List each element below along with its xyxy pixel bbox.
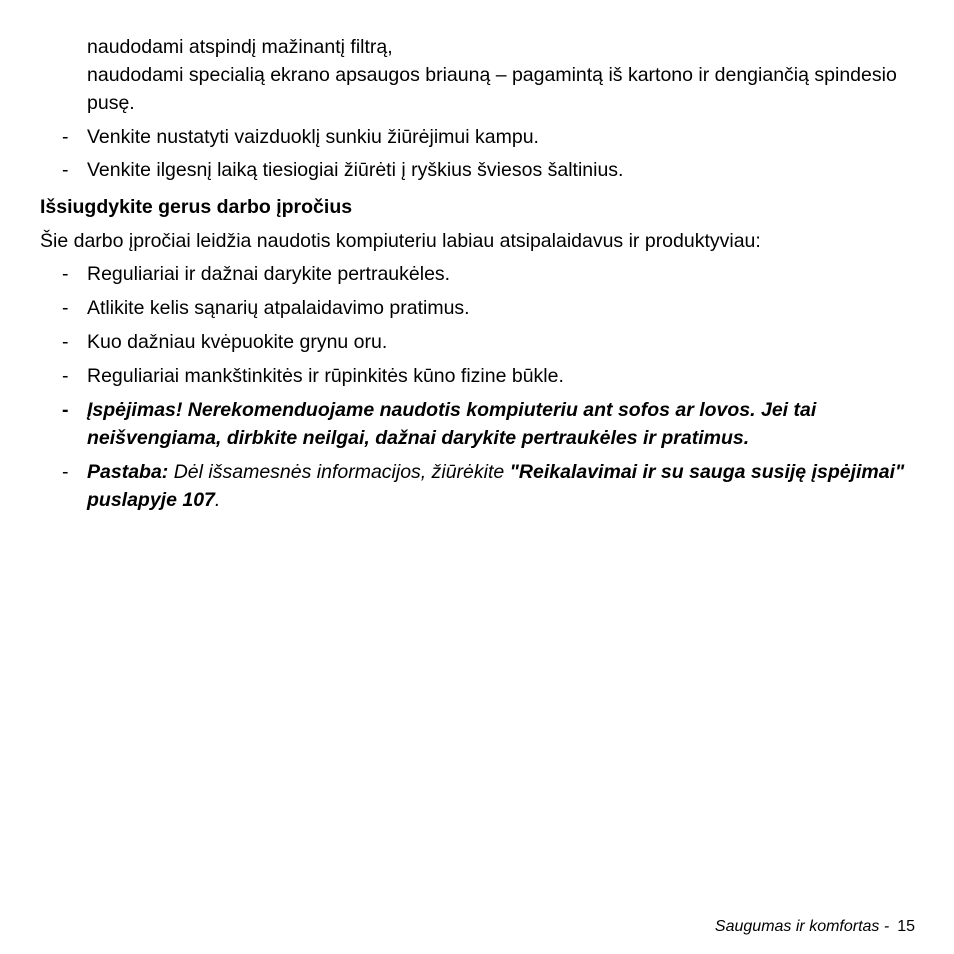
list-dash: - — [62, 159, 69, 181]
warning-item — [40, 396, 930, 452]
list-item — [40, 156, 930, 184]
continuation-line-2: naudodami specialią ekrano apsaugos briauną – pagamintą iš kartono ir dengiančią spindesio pusę. — [87, 64, 897, 114]
list-item-text: Atlikite kelis sąnarių atpalaidavimo pratimus. — [87, 297, 470, 319]
list-item — [40, 294, 930, 322]
list-dash: - — [62, 126, 69, 148]
footer-section-title: Saugumas ir komfortas - — [714, 918, 890, 935]
list-item-text: Venkite ilgesnį laiką tiesiogiai žiūrėti į ryškius šviesos šaltinius. — [87, 159, 624, 181]
list-item-text: Venkite nustatyti vaizduoklį sunkiu žiūrėjimui kampu. — [87, 126, 539, 148]
section-heading: Išsiugdykite gerus darbo įpročius — [40, 196, 353, 218]
note-body: Dėl išsamesnės informacijos, žiūrėkite — [168, 461, 510, 483]
note-label: Pastaba: — [87, 461, 169, 483]
note-end: . — [214, 489, 221, 511]
warning-text: Įspėjimas! Nerekomenduojame naudotis kompiuteriu ant sofos ar lovos. Jei tai neišvengiama, dirbkite neilgai, dažnai darykite pertraukėles ir pratimus. — [87, 399, 817, 449]
section-intro: Šie darbo įpročiai leidžia naudotis kompiuteriu labiau atsipalaidavus ir produktyviau: — [40, 230, 761, 252]
note-item — [40, 458, 930, 514]
list-item-text: Reguliariai ir dažnai darykite pertraukėles. — [87, 263, 451, 285]
list-dash: - — [62, 365, 69, 387]
list-item-text: Kuo dažniau kvėpuokite grynu oru. — [87, 331, 388, 353]
list-dash: - — [62, 297, 69, 319]
list-item-text: Reguliariai mankštinkitės ir rūpinkitės kūno fizine būkle. — [87, 365, 564, 387]
page-number: 15 — [897, 918, 915, 935]
continuation-line-1: naudodami atspindį mažinantį filtrą, — [87, 36, 393, 58]
list-item — [40, 123, 930, 151]
list-item — [40, 260, 930, 288]
page-footer — [715, 916, 915, 938]
list-item — [40, 328, 930, 356]
list-dash: - — [62, 263, 69, 285]
note-cross-reference-link[interactable]: "Reikalavimai ir su sauga susiję įspėjimai" puslapyje 107 — [87, 461, 905, 511]
list-dash: - — [62, 399, 69, 421]
list-item — [40, 362, 930, 390]
list-dash: - — [62, 331, 69, 353]
list-dash: - — [62, 461, 69, 483]
note-text — [87, 458, 930, 514]
